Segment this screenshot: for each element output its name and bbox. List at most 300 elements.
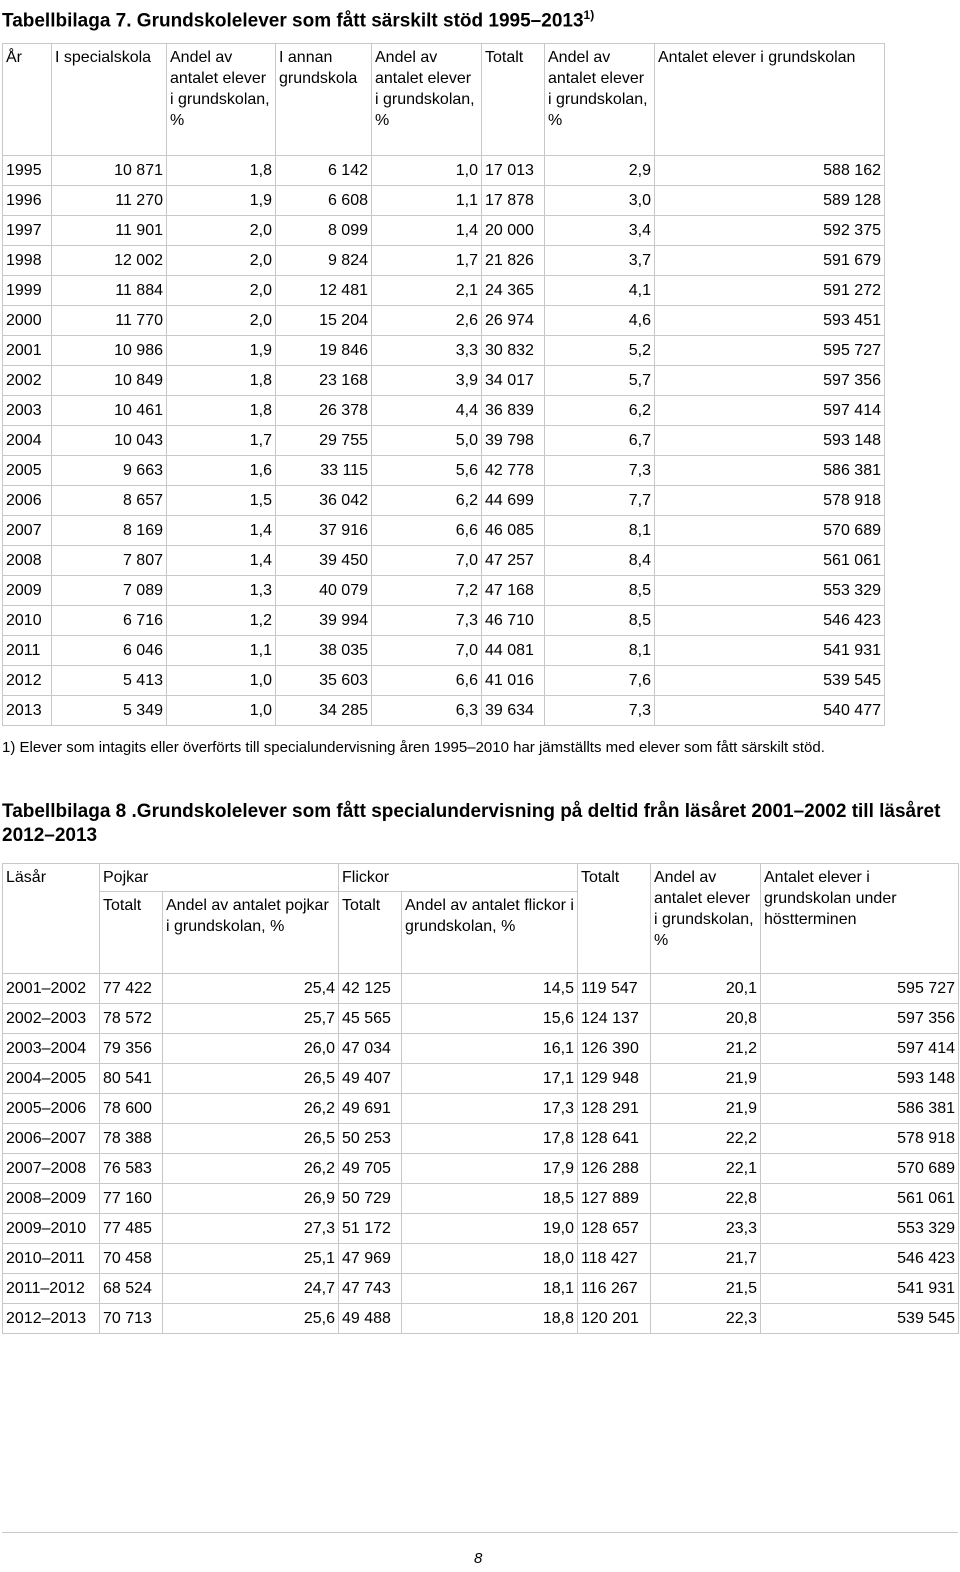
table8-cell: 49 691 bbox=[339, 1094, 402, 1124]
table7-cell: 6 608 bbox=[276, 186, 372, 216]
table7-cell: 11 901 bbox=[52, 216, 167, 246]
table7-cell: 2010 bbox=[3, 606, 52, 636]
table7-row bbox=[3, 426, 885, 456]
table8-cell: 21,2 bbox=[651, 1034, 761, 1064]
table7-cell: 12 002 bbox=[52, 246, 167, 276]
table7-cell: 2006 bbox=[3, 486, 52, 516]
table7-cell: 1999 bbox=[3, 276, 52, 306]
table7-cell: 553 329 bbox=[655, 576, 885, 606]
table8-cell: 78 388 bbox=[100, 1124, 163, 1154]
table7-cell: 2,6 bbox=[372, 306, 482, 336]
table7-cell: 1,3 bbox=[167, 576, 276, 606]
page-number: 8 bbox=[474, 1550, 483, 1567]
table8-cell: 2005–2006 bbox=[3, 1094, 100, 1124]
table8-cell: 76 583 bbox=[100, 1154, 163, 1184]
table7-cell: 5,0 bbox=[372, 426, 482, 456]
table7-cell: 2,0 bbox=[167, 306, 276, 336]
table8-cell: 2002–2003 bbox=[3, 1004, 100, 1034]
table7-cell: 8 169 bbox=[52, 516, 167, 546]
table8-cell: 21,7 bbox=[651, 1244, 761, 1274]
table7-row bbox=[3, 336, 885, 366]
table8-cell: 26,5 bbox=[163, 1124, 339, 1154]
table8-cell: 70 458 bbox=[100, 1244, 163, 1274]
table7-cell: 20 000 bbox=[482, 216, 545, 246]
table7-cell: 7,0 bbox=[372, 546, 482, 576]
table8-cell: 51 172 bbox=[339, 1214, 402, 1244]
table7-cell: 4,6 bbox=[545, 306, 655, 336]
table8-cell: 78 572 bbox=[100, 1004, 163, 1034]
table8-row bbox=[3, 1124, 959, 1154]
table7-cell: 593 148 bbox=[655, 426, 885, 456]
table8-cell: 124 137 bbox=[578, 1004, 651, 1034]
table8-cell: 127 889 bbox=[578, 1184, 651, 1214]
table7-cell: 6,7 bbox=[545, 426, 655, 456]
table7-cell: 3,0 bbox=[545, 186, 655, 216]
table8-cell: 2012–2013 bbox=[3, 1304, 100, 1334]
table8-row bbox=[3, 1154, 959, 1184]
table7-cell: 2000 bbox=[3, 306, 52, 336]
table7-header-andel-1: Andel av antalet elever i grundskolan, % bbox=[167, 44, 276, 156]
table8-cell: 22,2 bbox=[651, 1124, 761, 1154]
table7-cell: 39 450 bbox=[276, 546, 372, 576]
table8-title: Tabellbilaga 8 .Grundskolelever som fått specialundervisning på deltid från läsåret 2001–2002 till läsåret 2012–2013 bbox=[2, 801, 941, 846]
table8-cell: 77 485 bbox=[100, 1214, 163, 1244]
table7-cell: 33 115 bbox=[276, 456, 372, 486]
table7-cell: 8,1 bbox=[545, 516, 655, 546]
table7-row bbox=[3, 186, 885, 216]
table7-cell: 37 916 bbox=[276, 516, 372, 546]
table8-header-flickor-andel: Andel av antalet flickor i grundskolan, % bbox=[402, 892, 578, 974]
table8-cell: 597 414 bbox=[761, 1034, 959, 1064]
table7-row bbox=[3, 216, 885, 246]
table8-cell: 20,1 bbox=[651, 974, 761, 1004]
table7-body bbox=[3, 156, 885, 726]
table7-cell: 8 099 bbox=[276, 216, 372, 246]
table7-cell: 592 375 bbox=[655, 216, 885, 246]
table7-cell: 23 168 bbox=[276, 366, 372, 396]
table8-cell: 2008–2009 bbox=[3, 1184, 100, 1214]
table7-cell: 6,6 bbox=[372, 666, 482, 696]
table7-cell: 2011 bbox=[3, 636, 52, 666]
table7-cell: 10 986 bbox=[52, 336, 167, 366]
table7-cell: 2007 bbox=[3, 516, 52, 546]
table8-cell: 17,1 bbox=[402, 1064, 578, 1094]
table7-cell: 7,6 bbox=[545, 666, 655, 696]
table7-cell: 8,5 bbox=[545, 606, 655, 636]
table7-cell: 597 414 bbox=[655, 396, 885, 426]
table8 bbox=[2, 863, 959, 1334]
table7-cell: 9 824 bbox=[276, 246, 372, 276]
table7-cell: 1,2 bbox=[167, 606, 276, 636]
table8-header-pojkar-andel: Andel av antalet pojkar i grundskolan, % bbox=[163, 892, 339, 974]
table8-cell: 26,5 bbox=[163, 1064, 339, 1094]
table8-cell: 23,3 bbox=[651, 1214, 761, 1244]
table7-cell: 539 545 bbox=[655, 666, 885, 696]
table7-cell: 40 079 bbox=[276, 576, 372, 606]
table8-header-lasar: Läsår bbox=[3, 864, 100, 974]
table7-cell: 1,8 bbox=[167, 366, 276, 396]
table7-cell: 11 884 bbox=[52, 276, 167, 306]
table7-cell: 1,1 bbox=[372, 186, 482, 216]
table7-cell: 1,4 bbox=[167, 546, 276, 576]
table7-cell: 8 657 bbox=[52, 486, 167, 516]
table7-cell: 7,3 bbox=[545, 696, 655, 726]
table7-cell: 578 918 bbox=[655, 486, 885, 516]
table7-row bbox=[3, 546, 885, 576]
table7-cell: 6 046 bbox=[52, 636, 167, 666]
table8-cell: 541 931 bbox=[761, 1274, 959, 1304]
table7-cell: 8,1 bbox=[545, 636, 655, 666]
table7-cell: 1,0 bbox=[167, 666, 276, 696]
table8-cell: 26,2 bbox=[163, 1154, 339, 1184]
table8-cell: 21,9 bbox=[651, 1064, 761, 1094]
table7-header-year: År bbox=[3, 44, 52, 156]
table7-cell: 1996 bbox=[3, 186, 52, 216]
table7-cell: 9 663 bbox=[52, 456, 167, 486]
table8-header-flickor-totalt: Totalt bbox=[339, 892, 402, 974]
table7-cell: 1998 bbox=[3, 246, 52, 276]
table8-cell: 26,0 bbox=[163, 1034, 339, 1064]
table8-header-pojkar-totalt: Totalt bbox=[100, 892, 163, 974]
table8-cell: 49 407 bbox=[339, 1064, 402, 1094]
table7-header-annan-grundskola: I annan grundskola bbox=[276, 44, 372, 156]
table8-cell: 15,6 bbox=[402, 1004, 578, 1034]
table8-cell: 2006–2007 bbox=[3, 1124, 100, 1154]
table7-cell: 589 128 bbox=[655, 186, 885, 216]
table7-cell: 7,3 bbox=[545, 456, 655, 486]
table8-row bbox=[3, 1274, 959, 1304]
table8-cell: 128 657 bbox=[578, 1214, 651, 1244]
table7-row bbox=[3, 396, 885, 426]
table8-cell: 2007–2008 bbox=[3, 1154, 100, 1184]
table7-cell: 6,6 bbox=[372, 516, 482, 546]
table8-cell: 25,1 bbox=[163, 1244, 339, 1274]
table8-cell: 18,1 bbox=[402, 1274, 578, 1304]
table7-cell: 541 931 bbox=[655, 636, 885, 666]
table8-cell: 21,9 bbox=[651, 1094, 761, 1124]
table8-header-antalet: Antalet elever i grundskolan under höstterminen bbox=[761, 864, 959, 974]
table8-cell: 17,3 bbox=[402, 1094, 578, 1124]
table8-cell: 42 125 bbox=[339, 974, 402, 1004]
table8-header-andel: Andel av antalet elever i grundskolan, % bbox=[651, 864, 761, 974]
table7-cell: 561 061 bbox=[655, 546, 885, 576]
table7-cell: 5,2 bbox=[545, 336, 655, 366]
table8-cell: 25,4 bbox=[163, 974, 339, 1004]
table7-cell: 39 994 bbox=[276, 606, 372, 636]
table7-cell: 2,1 bbox=[372, 276, 482, 306]
table8-cell: 126 288 bbox=[578, 1154, 651, 1184]
page-divider bbox=[2, 1532, 958, 1533]
table8-header-pojkar: Pojkar bbox=[100, 864, 339, 892]
table7-cell: 5 349 bbox=[52, 696, 167, 726]
table8-cell: 2004–2005 bbox=[3, 1064, 100, 1094]
table7-cell: 2008 bbox=[3, 546, 52, 576]
table8-cell: 16,1 bbox=[402, 1034, 578, 1064]
table7-cell: 44 699 bbox=[482, 486, 545, 516]
table7-title bbox=[2, 3, 594, 33]
table8-cell: 14,5 bbox=[402, 974, 578, 1004]
table7-cell: 1,4 bbox=[372, 216, 482, 246]
table7-cell: 6,2 bbox=[372, 486, 482, 516]
table8-cell: 2011–2012 bbox=[3, 1274, 100, 1304]
table8-cell: 118 427 bbox=[578, 1244, 651, 1274]
table8-cell: 18,5 bbox=[402, 1184, 578, 1214]
table8-cell: 595 727 bbox=[761, 974, 959, 1004]
table8-cell: 597 356 bbox=[761, 1004, 959, 1034]
table8-cell: 80 541 bbox=[100, 1064, 163, 1094]
table7-header-row bbox=[3, 44, 885, 156]
table7-cell: 10 871 bbox=[52, 156, 167, 186]
table8-cell: 593 148 bbox=[761, 1064, 959, 1094]
table8-cell: 126 390 bbox=[578, 1034, 651, 1064]
table7-cell: 29 755 bbox=[276, 426, 372, 456]
table7-cell: 47 257 bbox=[482, 546, 545, 576]
table7-cell: 35 603 bbox=[276, 666, 372, 696]
table8-cell: 578 918 bbox=[761, 1124, 959, 1154]
table7-cell: 7,7 bbox=[545, 486, 655, 516]
table7-cell: 1,5 bbox=[167, 486, 276, 516]
table8-cell: 17,8 bbox=[402, 1124, 578, 1154]
table8-header-flickor: Flickor bbox=[339, 864, 578, 892]
table7-cell: 2004 bbox=[3, 426, 52, 456]
table8-cell: 26,9 bbox=[163, 1184, 339, 1214]
table8-row bbox=[3, 974, 959, 1004]
table7-row bbox=[3, 666, 885, 696]
table7-cell: 7,2 bbox=[372, 576, 482, 606]
table7-cell: 12 481 bbox=[276, 276, 372, 306]
table8-row bbox=[3, 1244, 959, 1274]
table8-cell: 2010–2011 bbox=[3, 1244, 100, 1274]
table7-row bbox=[3, 606, 885, 636]
table7-cell: 6,2 bbox=[545, 396, 655, 426]
table8-cell: 561 061 bbox=[761, 1184, 959, 1214]
table7-cell: 36 839 bbox=[482, 396, 545, 426]
table7-cell: 2002 bbox=[3, 366, 52, 396]
table7-cell: 5,7 bbox=[545, 366, 655, 396]
table8-row bbox=[3, 1064, 959, 1094]
table7-cell: 11 770 bbox=[52, 306, 167, 336]
table7-cell: 41 016 bbox=[482, 666, 545, 696]
table7-cell: 597 356 bbox=[655, 366, 885, 396]
table7-cell: 2,0 bbox=[167, 276, 276, 306]
table8-cell: 586 381 bbox=[761, 1094, 959, 1124]
table8-cell: 49 705 bbox=[339, 1154, 402, 1184]
table7-row bbox=[3, 696, 885, 726]
table7-cell: 586 381 bbox=[655, 456, 885, 486]
table8-cell: 78 600 bbox=[100, 1094, 163, 1124]
table7-cell: 6 716 bbox=[52, 606, 167, 636]
table7-title-text: Tabellbilaga 7. Grundskolelever som fått särskilt stöd 1995–2013 bbox=[2, 10, 584, 32]
table8-cell: 21,5 bbox=[651, 1274, 761, 1304]
table8-cell: 2001–2002 bbox=[3, 974, 100, 1004]
table7-cell: 2003 bbox=[3, 396, 52, 426]
table7-cell: 540 477 bbox=[655, 696, 885, 726]
table8-cell: 68 524 bbox=[100, 1274, 163, 1304]
table8-cell: 20,8 bbox=[651, 1004, 761, 1034]
table7-cell: 47 168 bbox=[482, 576, 545, 606]
table7-row bbox=[3, 306, 885, 336]
table8-cell: 47 034 bbox=[339, 1034, 402, 1064]
table7-cell: 10 849 bbox=[52, 366, 167, 396]
table8-row bbox=[3, 1184, 959, 1214]
table7-cell: 11 270 bbox=[52, 186, 167, 216]
table7-row bbox=[3, 156, 885, 186]
table8-cell: 79 356 bbox=[100, 1034, 163, 1064]
table7-cell: 1,1 bbox=[167, 636, 276, 666]
table8-cell: 47 743 bbox=[339, 1274, 402, 1304]
table7-cell: 1995 bbox=[3, 156, 52, 186]
table8-cell: 120 201 bbox=[578, 1304, 651, 1334]
table7-cell: 1,0 bbox=[167, 696, 276, 726]
table7-cell: 570 689 bbox=[655, 516, 885, 546]
table8-cell: 25,7 bbox=[163, 1004, 339, 1034]
table7-cell: 8,5 bbox=[545, 576, 655, 606]
table7-cell: 2009 bbox=[3, 576, 52, 606]
table8-cell: 116 267 bbox=[578, 1274, 651, 1304]
table7-cell: 39 634 bbox=[482, 696, 545, 726]
table8-cell: 129 948 bbox=[578, 1064, 651, 1094]
table8-row bbox=[3, 1094, 959, 1124]
table7-title-footnote-ref: 1) bbox=[583, 8, 595, 22]
table8-row bbox=[3, 1034, 959, 1064]
table7-cell: 1,7 bbox=[372, 246, 482, 276]
table8-cell: 19,0 bbox=[402, 1214, 578, 1244]
table8-cell: 553 329 bbox=[761, 1214, 959, 1244]
table8-cell: 18,0 bbox=[402, 1244, 578, 1274]
table7-cell: 24 365 bbox=[482, 276, 545, 306]
table7-cell: 30 832 bbox=[482, 336, 545, 366]
table7-cell: 1,4 bbox=[167, 516, 276, 546]
table7-cell: 38 035 bbox=[276, 636, 372, 666]
table7-cell: 1,0 bbox=[372, 156, 482, 186]
table7-cell: 2012 bbox=[3, 666, 52, 696]
table7-cell: 26 974 bbox=[482, 306, 545, 336]
table8-cell: 128 291 bbox=[578, 1094, 651, 1124]
table7-row bbox=[3, 366, 885, 396]
table7-cell: 1997 bbox=[3, 216, 52, 246]
table7-row bbox=[3, 636, 885, 666]
table8-cell: 50 253 bbox=[339, 1124, 402, 1154]
table7-cell: 34 017 bbox=[482, 366, 545, 396]
table7-cell: 2001 bbox=[3, 336, 52, 366]
table7-row bbox=[3, 516, 885, 546]
table7-cell: 15 204 bbox=[276, 306, 372, 336]
table7-cell: 1,9 bbox=[167, 336, 276, 366]
table8-cell: 128 641 bbox=[578, 1124, 651, 1154]
table7-cell: 26 378 bbox=[276, 396, 372, 426]
table8-cell: 539 545 bbox=[761, 1304, 959, 1334]
table7-cell: 3,4 bbox=[545, 216, 655, 246]
table8-row bbox=[3, 1004, 959, 1034]
table7-header-totalt: Totalt bbox=[482, 44, 545, 156]
table7-cell: 10 461 bbox=[52, 396, 167, 426]
table7-cell: 3,7 bbox=[545, 246, 655, 276]
table7-cell: 591 272 bbox=[655, 276, 885, 306]
table7 bbox=[2, 43, 885, 726]
table7-cell: 3,3 bbox=[372, 336, 482, 366]
table7-row bbox=[3, 576, 885, 606]
table7-cell: 17 013 bbox=[482, 156, 545, 186]
table7-cell: 2,0 bbox=[167, 246, 276, 276]
table7-cell: 4,1 bbox=[545, 276, 655, 306]
table8-cell: 24,7 bbox=[163, 1274, 339, 1304]
table7-cell: 2,9 bbox=[545, 156, 655, 186]
table7-cell: 3,9 bbox=[372, 366, 482, 396]
table7-cell: 34 285 bbox=[276, 696, 372, 726]
table7-cell: 2013 bbox=[3, 696, 52, 726]
table7-header-andel-3: Andel av antalet elever i grundskolan, % bbox=[545, 44, 655, 156]
table7-cell: 46 710 bbox=[482, 606, 545, 636]
table7-footnote: 1) Elever som intagits eller överförts till specialundervisning åren 1995–2010 har jämställts med elever som fått särskilt stöd. bbox=[2, 739, 825, 756]
table8-cell: 17,9 bbox=[402, 1154, 578, 1184]
table8-row bbox=[3, 1214, 959, 1244]
table7-cell: 46 085 bbox=[482, 516, 545, 546]
table7-cell: 10 043 bbox=[52, 426, 167, 456]
table8-cell: 25,6 bbox=[163, 1304, 339, 1334]
table7-cell: 8,4 bbox=[545, 546, 655, 576]
table7-cell: 6 142 bbox=[276, 156, 372, 186]
table8-row bbox=[3, 1304, 959, 1334]
table7-row bbox=[3, 456, 885, 486]
table8-cell: 45 565 bbox=[339, 1004, 402, 1034]
table8-cell: 50 729 bbox=[339, 1184, 402, 1214]
table8-cell: 77 422 bbox=[100, 974, 163, 1004]
table7-cell: 593 451 bbox=[655, 306, 885, 336]
table7-cell: 44 081 bbox=[482, 636, 545, 666]
table8-body bbox=[3, 974, 959, 1334]
table8-cell: 2009–2010 bbox=[3, 1214, 100, 1244]
table7-cell: 19 846 bbox=[276, 336, 372, 366]
table8-cell: 22,3 bbox=[651, 1304, 761, 1334]
table8-cell: 77 160 bbox=[100, 1184, 163, 1214]
table7-cell: 5,6 bbox=[372, 456, 482, 486]
table7-cell: 36 042 bbox=[276, 486, 372, 516]
table7-cell: 7,0 bbox=[372, 636, 482, 666]
table7-cell: 39 798 bbox=[482, 426, 545, 456]
table7-cell: 1,6 bbox=[167, 456, 276, 486]
table7-cell: 17 878 bbox=[482, 186, 545, 216]
table7-row bbox=[3, 276, 885, 306]
table7-cell: 546 423 bbox=[655, 606, 885, 636]
table7-cell: 1,8 bbox=[167, 156, 276, 186]
table7-cell: 5 413 bbox=[52, 666, 167, 696]
table7-cell: 588 162 bbox=[655, 156, 885, 186]
table8-cell: 47 969 bbox=[339, 1244, 402, 1274]
table7-header-andel-2: Andel av antalet elever i grundskolan, % bbox=[372, 44, 482, 156]
table8-cell: 570 689 bbox=[761, 1154, 959, 1184]
table8-cell: 22,8 bbox=[651, 1184, 761, 1214]
table7-cell: 6,3 bbox=[372, 696, 482, 726]
table8-cell: 26,2 bbox=[163, 1094, 339, 1124]
table7-cell: 7,3 bbox=[372, 606, 482, 636]
table8-cell: 2003–2004 bbox=[3, 1034, 100, 1064]
table8-header-totalt: Totalt bbox=[578, 864, 651, 974]
table7-cell: 4,4 bbox=[372, 396, 482, 426]
table7-cell: 2,0 bbox=[167, 216, 276, 246]
table7-cell: 2005 bbox=[3, 456, 52, 486]
table8-cell: 49 488 bbox=[339, 1304, 402, 1334]
table7-cell: 591 679 bbox=[655, 246, 885, 276]
table7-header-specialskola: I specialskola bbox=[52, 44, 167, 156]
table8-cell: 18,8 bbox=[402, 1304, 578, 1334]
table8-cell: 22,1 bbox=[651, 1154, 761, 1184]
table8-cell: 119 547 bbox=[578, 974, 651, 1004]
table8-cell: 546 423 bbox=[761, 1244, 959, 1274]
table8-header-row-1 bbox=[3, 864, 959, 892]
table7-cell: 7 807 bbox=[52, 546, 167, 576]
table7-header-antalet: Antalet elever i grundskolan bbox=[655, 44, 885, 156]
table8-cell: 27,3 bbox=[163, 1214, 339, 1244]
